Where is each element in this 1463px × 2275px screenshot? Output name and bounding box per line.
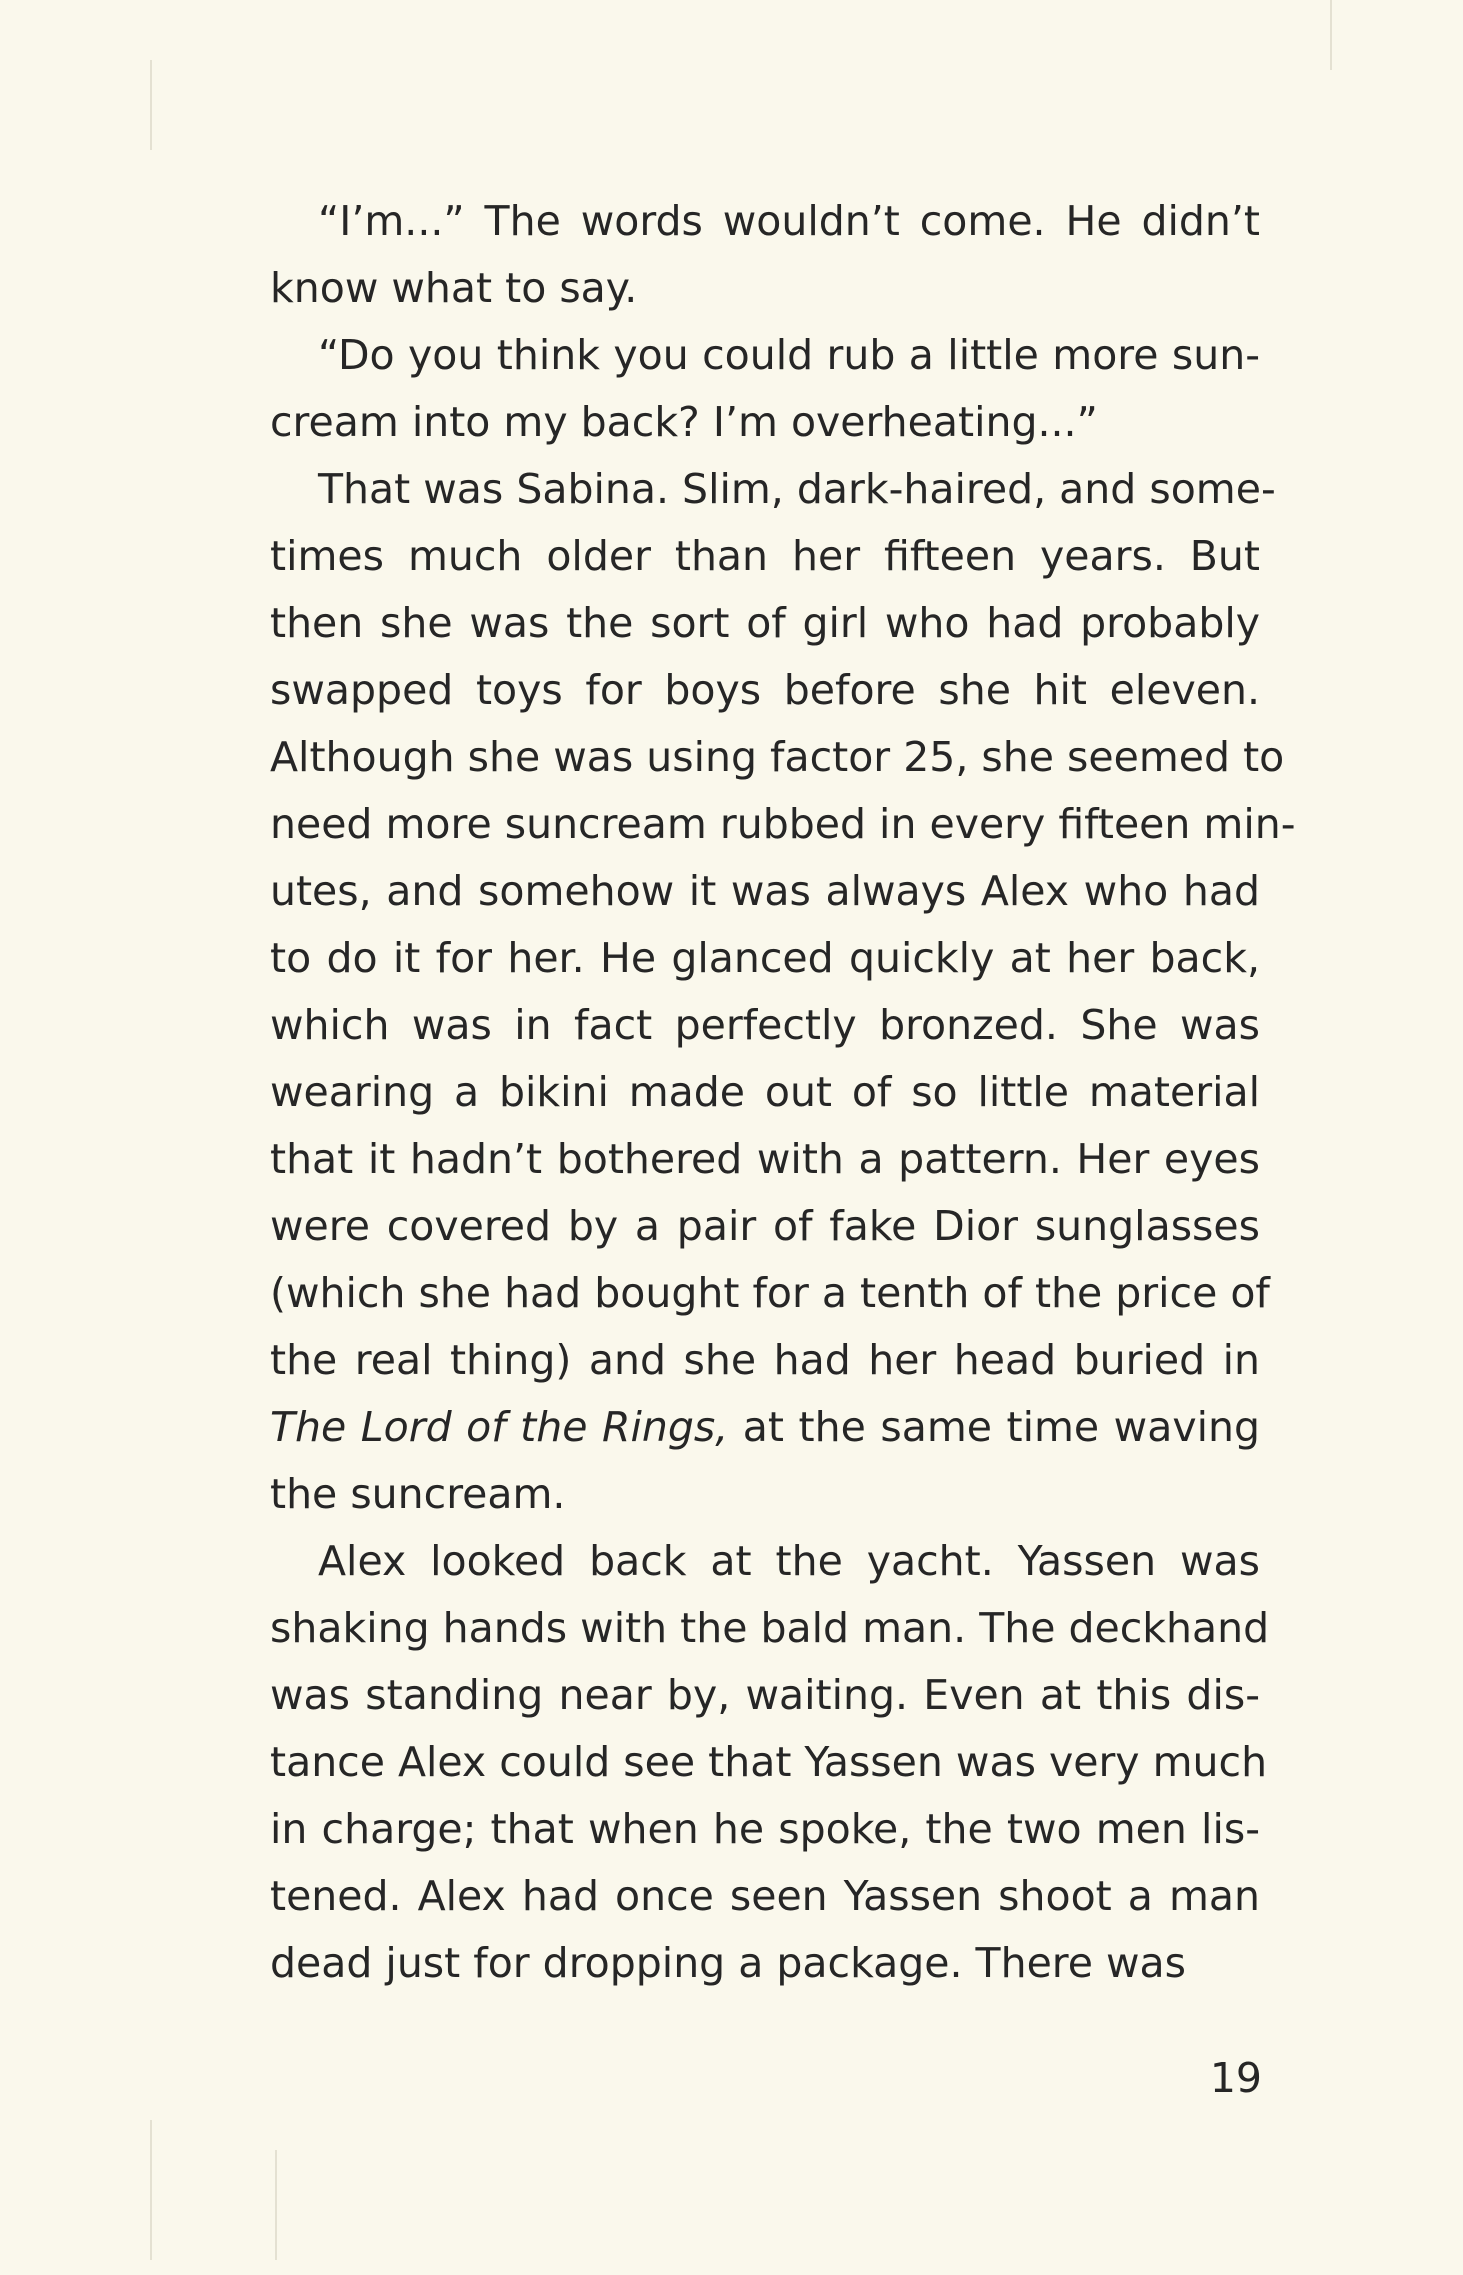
text-line: tance Alex could see that Yassen was very much	[270, 1738, 1268, 1786]
text-line: wearing a bikini made out of so little material	[270, 1068, 1260, 1116]
scan-artifact-line	[150, 60, 152, 150]
text-line: dead just for dropping a package. There was	[270, 1939, 1187, 1987]
text-line: “I’m...” The words wouldn’t come. He didn’t	[318, 197, 1260, 245]
text-line: the suncream.	[270, 1470, 566, 1518]
page-number: 19	[1209, 2054, 1262, 2102]
text-line: That was Sabina. Slim, dark-haired, and some-	[318, 465, 1276, 513]
text-line: know what to say.	[270, 264, 638, 312]
text-fragment: at the same time waving	[728, 1403, 1260, 1451]
text-line: utes, and somehow it was always Alex who had	[270, 867, 1260, 915]
text-line: cream into my back? I’m overheating...”	[270, 398, 1098, 446]
text-line: which was in fact perfectly bronzed. She was	[270, 1001, 1260, 1049]
text-line: to do it for her. He glanced quickly at her back,	[270, 934, 1260, 982]
text-line: that it hadn’t bothered with a pattern. Her eyes	[270, 1135, 1260, 1183]
text-line: then she was the sort of girl who had probably	[270, 599, 1260, 647]
scan-artifact-line	[150, 2120, 152, 2260]
text-line: the real thing) and she had her head buried in	[270, 1336, 1260, 1384]
paragraph	[270, 1528, 1270, 1997]
text-line: were covered by a pair of fake Dior sunglasses	[270, 1202, 1260, 1250]
paragraph	[270, 188, 1260, 322]
text-line	[270, 1394, 1260, 1461]
paragraph	[270, 456, 1296, 1528]
text-line: Although she was using factor 25, she seemed to	[270, 733, 1285, 781]
text-line: swapped toys for boys before she hit eleven.	[270, 666, 1260, 714]
text-line: in charge; that when he spoke, the two men lis-	[270, 1805, 1260, 1853]
text-line: “Do you think you could rub a little more sun-	[318, 331, 1260, 379]
text-line: was standing near by, waiting. Even at this dis-	[270, 1671, 1260, 1719]
text-line: times much older than her fifteen years. But	[270, 532, 1260, 580]
text-line: Alex looked back at the yacht. Yassen was	[318, 1537, 1260, 1585]
text-line: need more suncream rubbed in every fifteen min-	[270, 800, 1296, 848]
paragraph	[270, 322, 1260, 456]
text-line: (which she had bought for a tenth of the price of	[270, 1269, 1270, 1317]
text-line: shaking hands with the bald man. The deckhand	[270, 1604, 1270, 1652]
book-title-italic: The Lord of the Rings,	[270, 1403, 729, 1451]
scan-artifact-line	[275, 2150, 277, 2260]
scan-artifact-line	[1330, 0, 1332, 70]
text-line: tened. Alex had once seen Yassen shoot a man	[270, 1872, 1260, 1920]
body-text	[270, 188, 1296, 1997]
